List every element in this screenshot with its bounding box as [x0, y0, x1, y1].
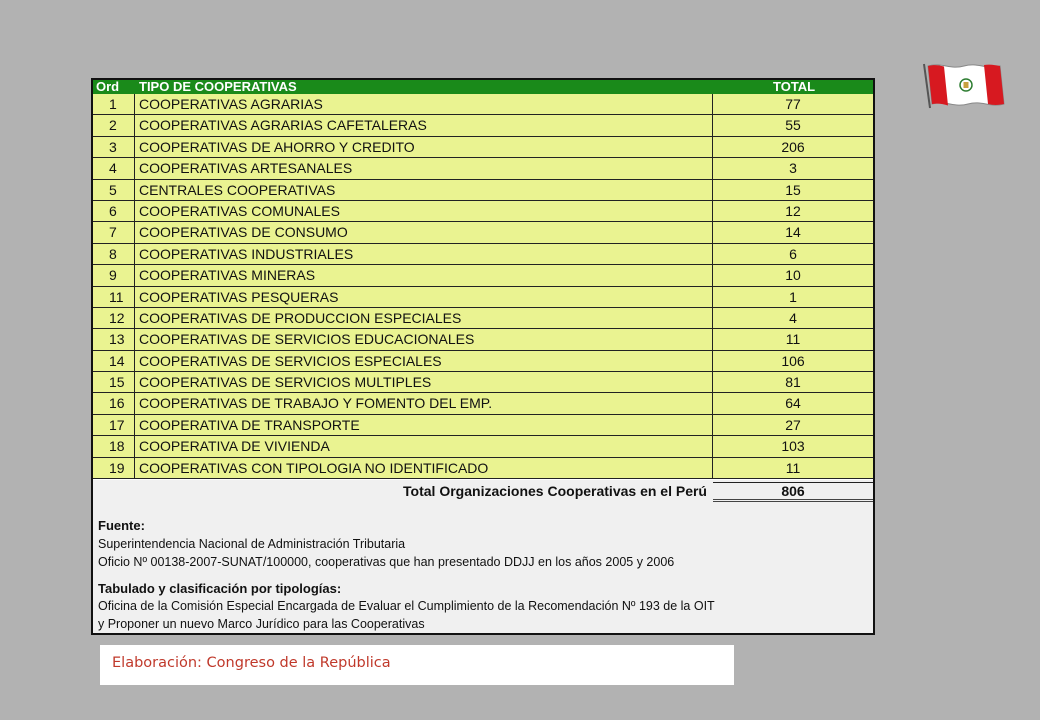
cell-ord: 8: [93, 244, 135, 264]
table-row: [93, 222, 873, 243]
cell-ord: 14: [93, 351, 135, 371]
cell-ord: 6: [93, 201, 135, 221]
cell-type: COOPERATIVAS DE AHORRO Y CREDITO: [135, 137, 713, 157]
table-row: [93, 201, 873, 222]
cell-type: COOPERATIVAS CON TIPOLOGIA NO IDENTIFICADO: [135, 458, 713, 478]
table-row: [93, 372, 873, 393]
source-heading: Fuente:: [98, 518, 145, 533]
caption-box: [100, 645, 734, 685]
cell-ord: 16: [93, 393, 135, 413]
cell-total: 12: [785, 202, 801, 219]
source-line-1: Superintendencia Nacional de Administración Tributaria: [98, 537, 406, 551]
header-total: TOTAL: [773, 79, 816, 94]
cell-type: COOPERATIVAS COMUNALES: [135, 201, 713, 221]
tabulation-line-2: y Proponer un nuevo Marco Jurídico para las Cooperativas: [98, 617, 425, 631]
cell-type: COOPERATIVAS INDUSTRIALES: [135, 244, 713, 264]
cell-ord: 13: [93, 329, 135, 349]
cell-total: 77: [785, 96, 801, 112]
table-row: [93, 94, 873, 115]
tabulation-heading: Tabulado y clasificación por tipologías:: [98, 581, 342, 596]
cell-type: COOPERATIVAS AGRARIAS: [135, 94, 713, 114]
cell-type: COOPERATIVA DE VIVIENDA: [135, 436, 713, 456]
cell-total: 15: [785, 181, 801, 198]
cell-ord: 2: [93, 115, 135, 135]
cell-ord: 4: [93, 158, 135, 178]
tabulation-line-1: Oficina de la Comisión Especial Encargada de Evaluar el Cumplimiento de la Recomendación Nº 193 de la OIT: [98, 599, 715, 613]
table-body: [93, 94, 873, 479]
total-row: [93, 480, 873, 502]
cell-ord: 17: [93, 415, 135, 435]
cell-total: 10: [785, 267, 801, 284]
cell-ord: 5: [93, 180, 135, 200]
cell-total: 64: [785, 395, 801, 412]
table-row: [93, 244, 873, 265]
cell-ord: 18: [93, 436, 135, 456]
cooperatives-table: [91, 78, 875, 635]
table-row: [93, 351, 873, 372]
caption-text: Elaboración: Congreso de la República: [112, 655, 391, 671]
total-label: Total Organizaciones Cooperativas en el Perú: [403, 483, 707, 499]
cell-type: COOPERATIVAS DE SERVICIOS ESPECIALES: [135, 351, 713, 371]
cell-total: 11: [785, 331, 801, 348]
header-ord: Ord: [96, 79, 120, 94]
cell-total: 14: [785, 224, 801, 241]
cell-total: 3: [789, 160, 797, 177]
cell-type: COOPERATIVAS AGRARIAS CAFETALERAS: [135, 115, 713, 135]
table-row: [93, 436, 873, 457]
table-row: [93, 287, 873, 308]
table-row: [93, 137, 873, 158]
cell-total: 6: [789, 245, 797, 262]
total-value: 806: [713, 482, 873, 502]
cell-ord: 7: [93, 222, 135, 242]
table-row: [93, 158, 873, 179]
table-row: [93, 308, 873, 329]
cell-ord: 9: [93, 265, 135, 285]
cell-total: 81: [785, 374, 801, 391]
cell-type: COOPERATIVAS MINERAS: [135, 265, 713, 285]
cell-type: COOPERATIVAS PESQUERAS: [135, 287, 713, 307]
cell-type: COOPERATIVAS DE TRABAJO Y FOMENTO DEL EMP.: [135, 393, 713, 413]
cell-ord: 1: [93, 94, 135, 114]
cell-type: COOPERATIVAS DE SERVICIOS EDUCACIONALES: [135, 329, 713, 349]
cell-ord: 19: [93, 458, 135, 478]
table-row: [93, 115, 873, 136]
table-row: [93, 265, 873, 286]
cell-total: 103: [781, 438, 805, 455]
source-line-2: Oficio Nº 00138-2007-SUNAT/100000, cooperativas que han presentado DDJJ en los años 2005 y 2006: [98, 555, 675, 569]
table-row: [93, 415, 873, 436]
cell-total: 106: [781, 352, 805, 369]
cell-ord: 3: [93, 137, 135, 157]
notes-section: [93, 502, 873, 633]
table-row: [93, 329, 873, 350]
header-type: TIPO DE COOPERATIVAS: [139, 79, 297, 94]
cell-total: 1: [789, 288, 797, 305]
cell-ord: 15: [93, 372, 135, 392]
cell-total: 206: [781, 138, 805, 155]
cell-type: CENTRALES COOPERATIVAS: [135, 180, 713, 200]
cell-type: COOPERATIVA DE TRANSPORTE: [135, 415, 713, 435]
table-row: [93, 458, 873, 479]
cell-type: COOPERATIVAS DE SERVICIOS MULTIPLES: [135, 372, 713, 392]
cell-ord: 12: [93, 308, 135, 328]
cell-type: COOPERATIVAS DE PRODUCCION ESPECIALES: [135, 308, 713, 328]
cell-type: COOPERATIVAS ARTESANALES: [135, 158, 713, 178]
cell-ord: 11: [93, 287, 135, 307]
cell-total: 11: [785, 459, 801, 476]
peru-flag-icon: [920, 62, 1006, 110]
cell-total: 55: [785, 117, 801, 134]
table-row: [93, 180, 873, 201]
cell-total: 27: [785, 416, 801, 433]
table-row: [93, 393, 873, 414]
table-header-row: [93, 80, 873, 94]
cell-total: 4: [789, 309, 797, 326]
cell-type: COOPERATIVAS DE CONSUMO: [135, 222, 713, 242]
